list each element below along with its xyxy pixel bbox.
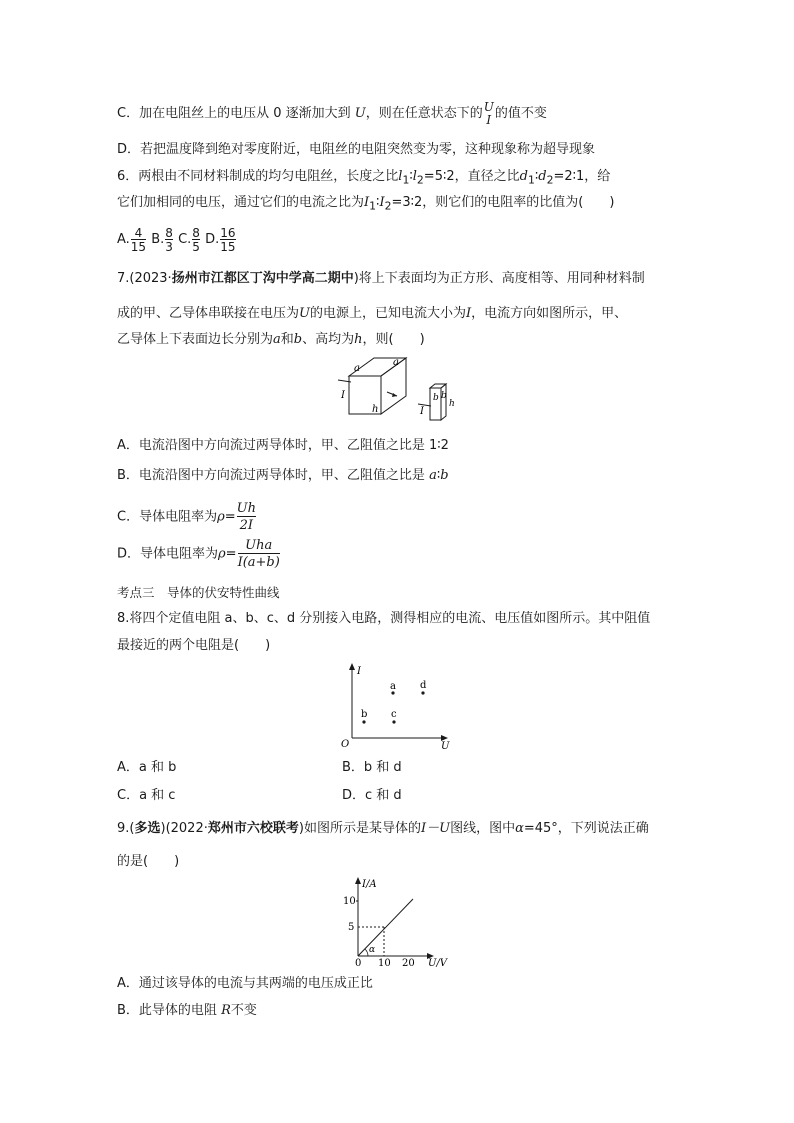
q7-source: 扬州市江都区丁沟中学高二期中 [171, 271, 354, 286]
q7-line1: 7.(2023·扬州市江都区丁沟中学高二期中)将上下表面均为正方形、高度相等、用同种材料制 [117, 271, 645, 286]
y-tick-5: 5 [348, 922, 355, 933]
origin-label: O [341, 739, 350, 750]
q6-options [117, 222, 237, 258]
q8-line2: 最接近的两个电阻是( ) [117, 638, 271, 653]
q5-option-d: D．若把温度降到绝对零度附近，电阻丝的电阻突然变为零，这种现象称为超导现象 [117, 142, 596, 157]
y-label: I [357, 666, 361, 677]
q9-line1: 9.(多选)(2022·郑州市六校联考)如图所示是某导体的I－U图线，图中α=45°，下列说法正确 [117, 821, 649, 836]
q9-iu-chart [340, 873, 455, 969]
q7-option-d: D．导体电阻率为ρ= $\frac{\text{Uha}}{I(a+b)}$ [117, 538, 280, 570]
point-c [392, 720, 395, 723]
q8-option-a: A．a 和 b [117, 760, 177, 775]
q7-option-b: B．电流沿图中方向流过两导体时，甲、乙阻值之比是 a∶b [117, 468, 449, 483]
alpha-arc [365, 949, 368, 956]
q7-conductor-figure [332, 354, 472, 432]
label-a-left: a [354, 363, 360, 374]
q6-line2: 它们加相同的电压，通过它们的电流之比为$I_1∶I_2=3∶2$，则它们的电阻率的比值为( ) [117, 195, 615, 213]
q9-line2: 的是( ) [117, 854, 180, 869]
q8-option-b: B．b 和 d [342, 760, 402, 775]
alpha-label: α [369, 945, 376, 955]
x-tick-0: 0 [355, 958, 362, 969]
x-label: U [441, 741, 450, 752]
x-tick-10: 10 [378, 958, 391, 969]
label-I-right: I [420, 406, 424, 417]
q5-c-text3: 的值不变 [494, 106, 547, 121]
q5-c-text: C．加在电阻丝上的电压从 0 逐渐加大到 [117, 106, 355, 121]
arrow-head [392, 393, 397, 397]
label-h-small: h [449, 399, 455, 409]
q8-line1: 8.将四个定值电阻 a、b、c、d 分别接入电路，测得相应的电流、电压值如图所示。其中阻值 [117, 611, 651, 626]
point-b [362, 720, 365, 723]
q9-multi: 多选 [134, 821, 161, 836]
q8-option-c: C．a 和 c [117, 788, 176, 803]
y-tick-10: 10 [343, 896, 356, 907]
q7-line3: 乙导体上下表面边长分别为a和b、高均为h，则( ) [117, 332, 425, 347]
q5-c-fraction: U I [483, 100, 494, 127]
q5-option-c [117, 101, 547, 126]
q5-c-var: U [354, 106, 366, 121]
q6-option-a: A. $\frac{4}{15}$ [117, 225, 147, 254]
label-b: b [361, 709, 368, 720]
x-tick-20: 20 [402, 958, 415, 969]
label-a-top: a [393, 357, 399, 368]
q6-option-c: C. $\frac{8}{5}$ [178, 225, 200, 254]
x-label: U/V [428, 958, 448, 969]
q9-source: 郑州市六校联考 [207, 821, 299, 836]
label-d: d [420, 680, 427, 691]
q7-line2: 成的甲、乙导体串联接在电压为U的电源上，已知电流大小为I，电流方向如图所示，甲、 [117, 306, 628, 321]
q6-option-d: D. $\frac{16}{15}$ [205, 225, 236, 254]
label-a: a [390, 681, 396, 692]
label-I-left: I [341, 390, 345, 401]
y-axis-arrow [355, 877, 361, 884]
q7-option-c: C．导体电阻率为ρ= $\frac{Uh}{2I}$ [117, 501, 256, 533]
label-c: c [391, 709, 397, 720]
q6-line1: 6．两根由不同材料制成的均匀电阻丝，长度之比$l_1∶l_2=5∶2$，直径之比$d_1∶d_2=2∶1$，给 [117, 169, 611, 187]
label-h-big: h [372, 404, 379, 415]
label-b-2: b [441, 391, 447, 401]
point-d [421, 691, 424, 694]
q9-option-b: B．此导体的电阻 R不变 [117, 1003, 257, 1018]
y-label: I/A [362, 879, 377, 890]
q7-option-a: A．电流沿图中方向流过两导体时，甲、乙阻值之比是 1∶2 [117, 438, 449, 453]
q9-option-a: A．通过该导体的电流与其两端的电压成正比 [117, 976, 373, 991]
y-axis-arrow [349, 663, 355, 670]
q5-c-text2: ，则在任意状态下的 [365, 106, 483, 121]
q6-option-b: B. $\frac{8}{3}$ [151, 225, 173, 254]
section-heading: 考点三 导体的伏安特性曲线 [117, 585, 280, 600]
label-b-1: b [433, 393, 439, 403]
q8-option-d: D．c 和 d [342, 788, 402, 803]
q8-iu-chart [336, 660, 456, 752]
